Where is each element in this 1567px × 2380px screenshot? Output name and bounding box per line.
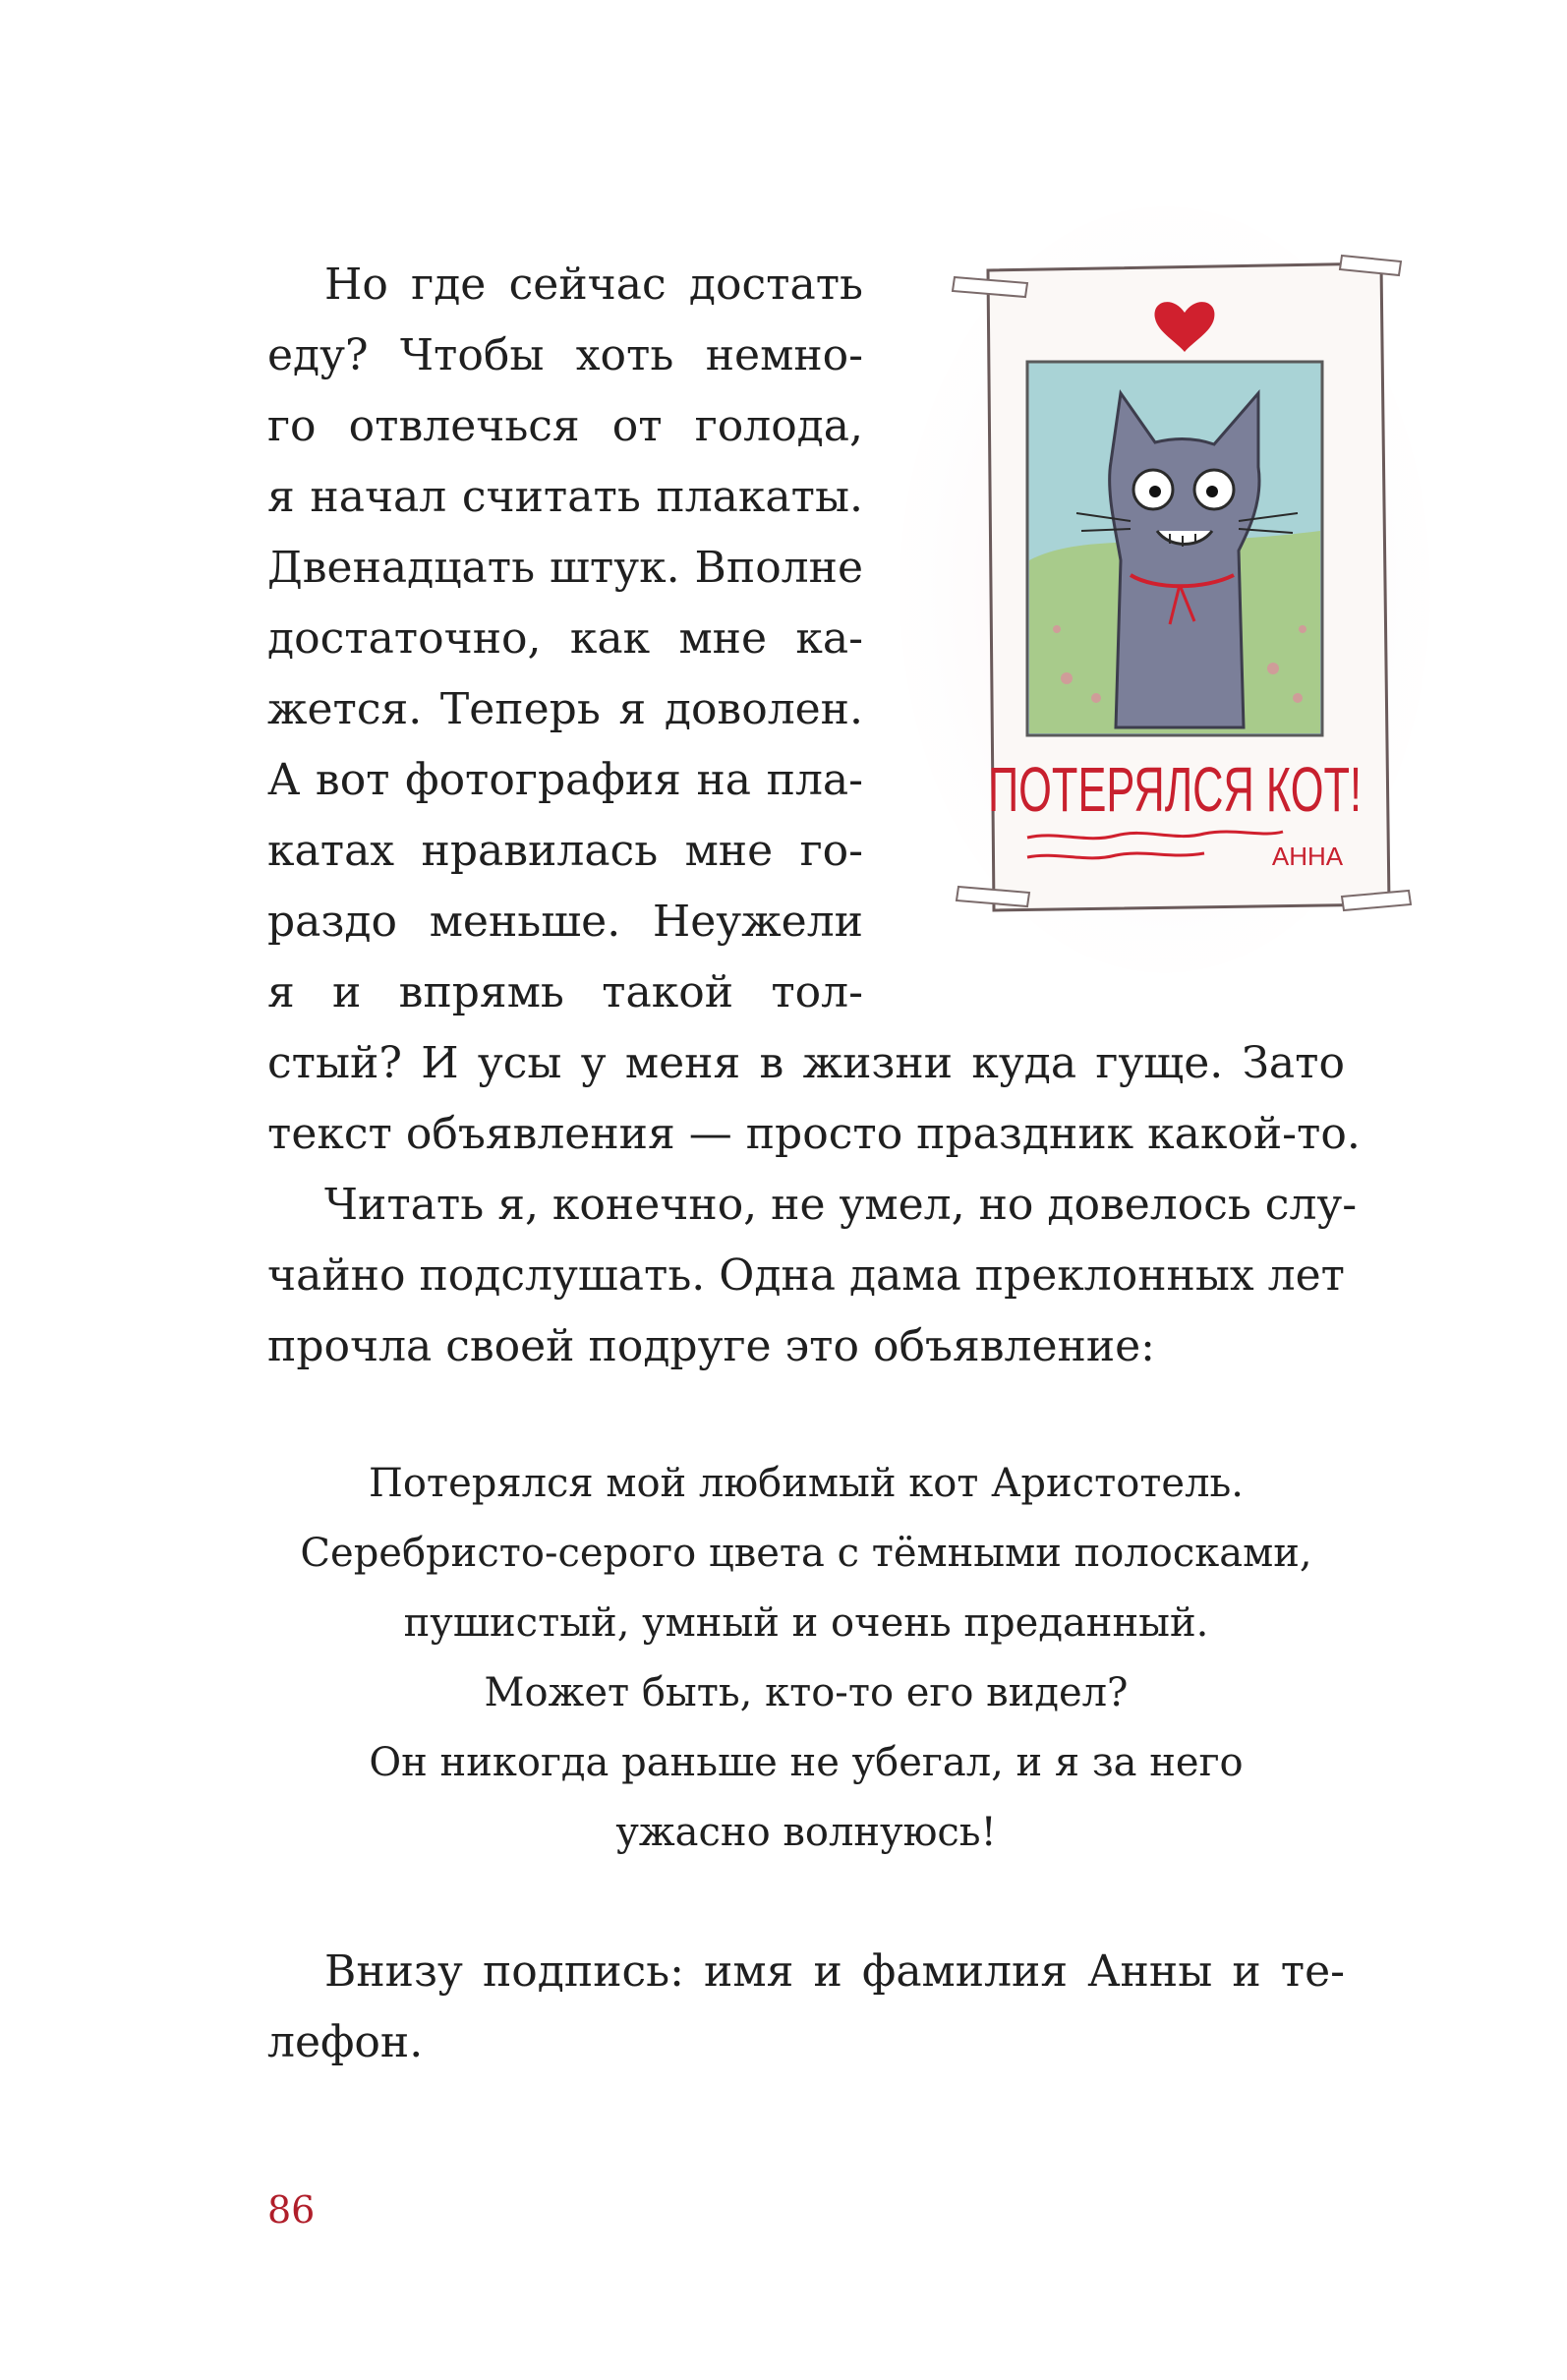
text-line: Читать я, конечно, не умел, но довелось слу- xyxy=(324,1180,1358,1230)
text-line: я начал считать плакаты. xyxy=(267,472,863,522)
poster-title: ПОТЕРЯЛСЯ КОТ! xyxy=(988,754,1362,825)
text-line: чайно подслушать. Одна дама преклонных лет xyxy=(267,1250,1346,1301)
notice-line: Потерялся мой любимый кот Аристотель. xyxy=(368,1461,1245,1506)
text-line: жется. Теперь я доволен. xyxy=(267,684,863,734)
poster-signature: АННА xyxy=(1271,842,1344,871)
text-line: достаточно, как мне ка- xyxy=(267,613,863,664)
lost-cat-notice xyxy=(267,1449,1345,1868)
paragraph-2 xyxy=(267,1170,1358,1382)
closing-paragraph xyxy=(267,1937,1345,2078)
notice-line: Может быть, кто-то его видел? xyxy=(484,1670,1129,1715)
text-line: еду? Чтобы хоть немно- xyxy=(267,330,863,380)
text-line: катах нравилась мне го- xyxy=(267,826,863,876)
text-line: раздо меньше. Неужели xyxy=(267,897,863,947)
text-line: Двенадцать штук. Вполне xyxy=(267,543,863,593)
notice-line: пушистый, умный и очень преданный. xyxy=(403,1600,1209,1646)
text-line: А вот фотография на пла- xyxy=(267,755,863,805)
notice-line: ужасно волнуюсь! xyxy=(615,1810,997,1855)
wrapped-paragraph xyxy=(267,250,863,1028)
text-line: Но где сейчас достать xyxy=(324,260,863,310)
main-text xyxy=(267,250,1361,1382)
notice-line: Серебристо-серого цвета с тёмными полосками, xyxy=(300,1531,1312,1576)
text-line: Внизу подпись: имя и фамилия Анны и те- xyxy=(324,1946,1345,1997)
full-width-lines xyxy=(267,1028,1361,1170)
text-line: лефон. xyxy=(267,2017,424,2067)
text-line: прочла своей подруге это объявление: xyxy=(267,1321,1156,1371)
notice-line: Он никогда раньше не убегал, и я за него xyxy=(369,1740,1244,1785)
text-line: текст объявления — просто праздник какой-то. xyxy=(267,1109,1361,1159)
text-line: го отвлечься от голода, xyxy=(267,401,863,451)
text-line: стый? И усы у меня в жизни куда гуще. Зато xyxy=(267,1038,1345,1088)
page-number: 86 xyxy=(267,2188,316,2232)
text-line: я и впрямь такой тол- xyxy=(267,967,863,1017)
